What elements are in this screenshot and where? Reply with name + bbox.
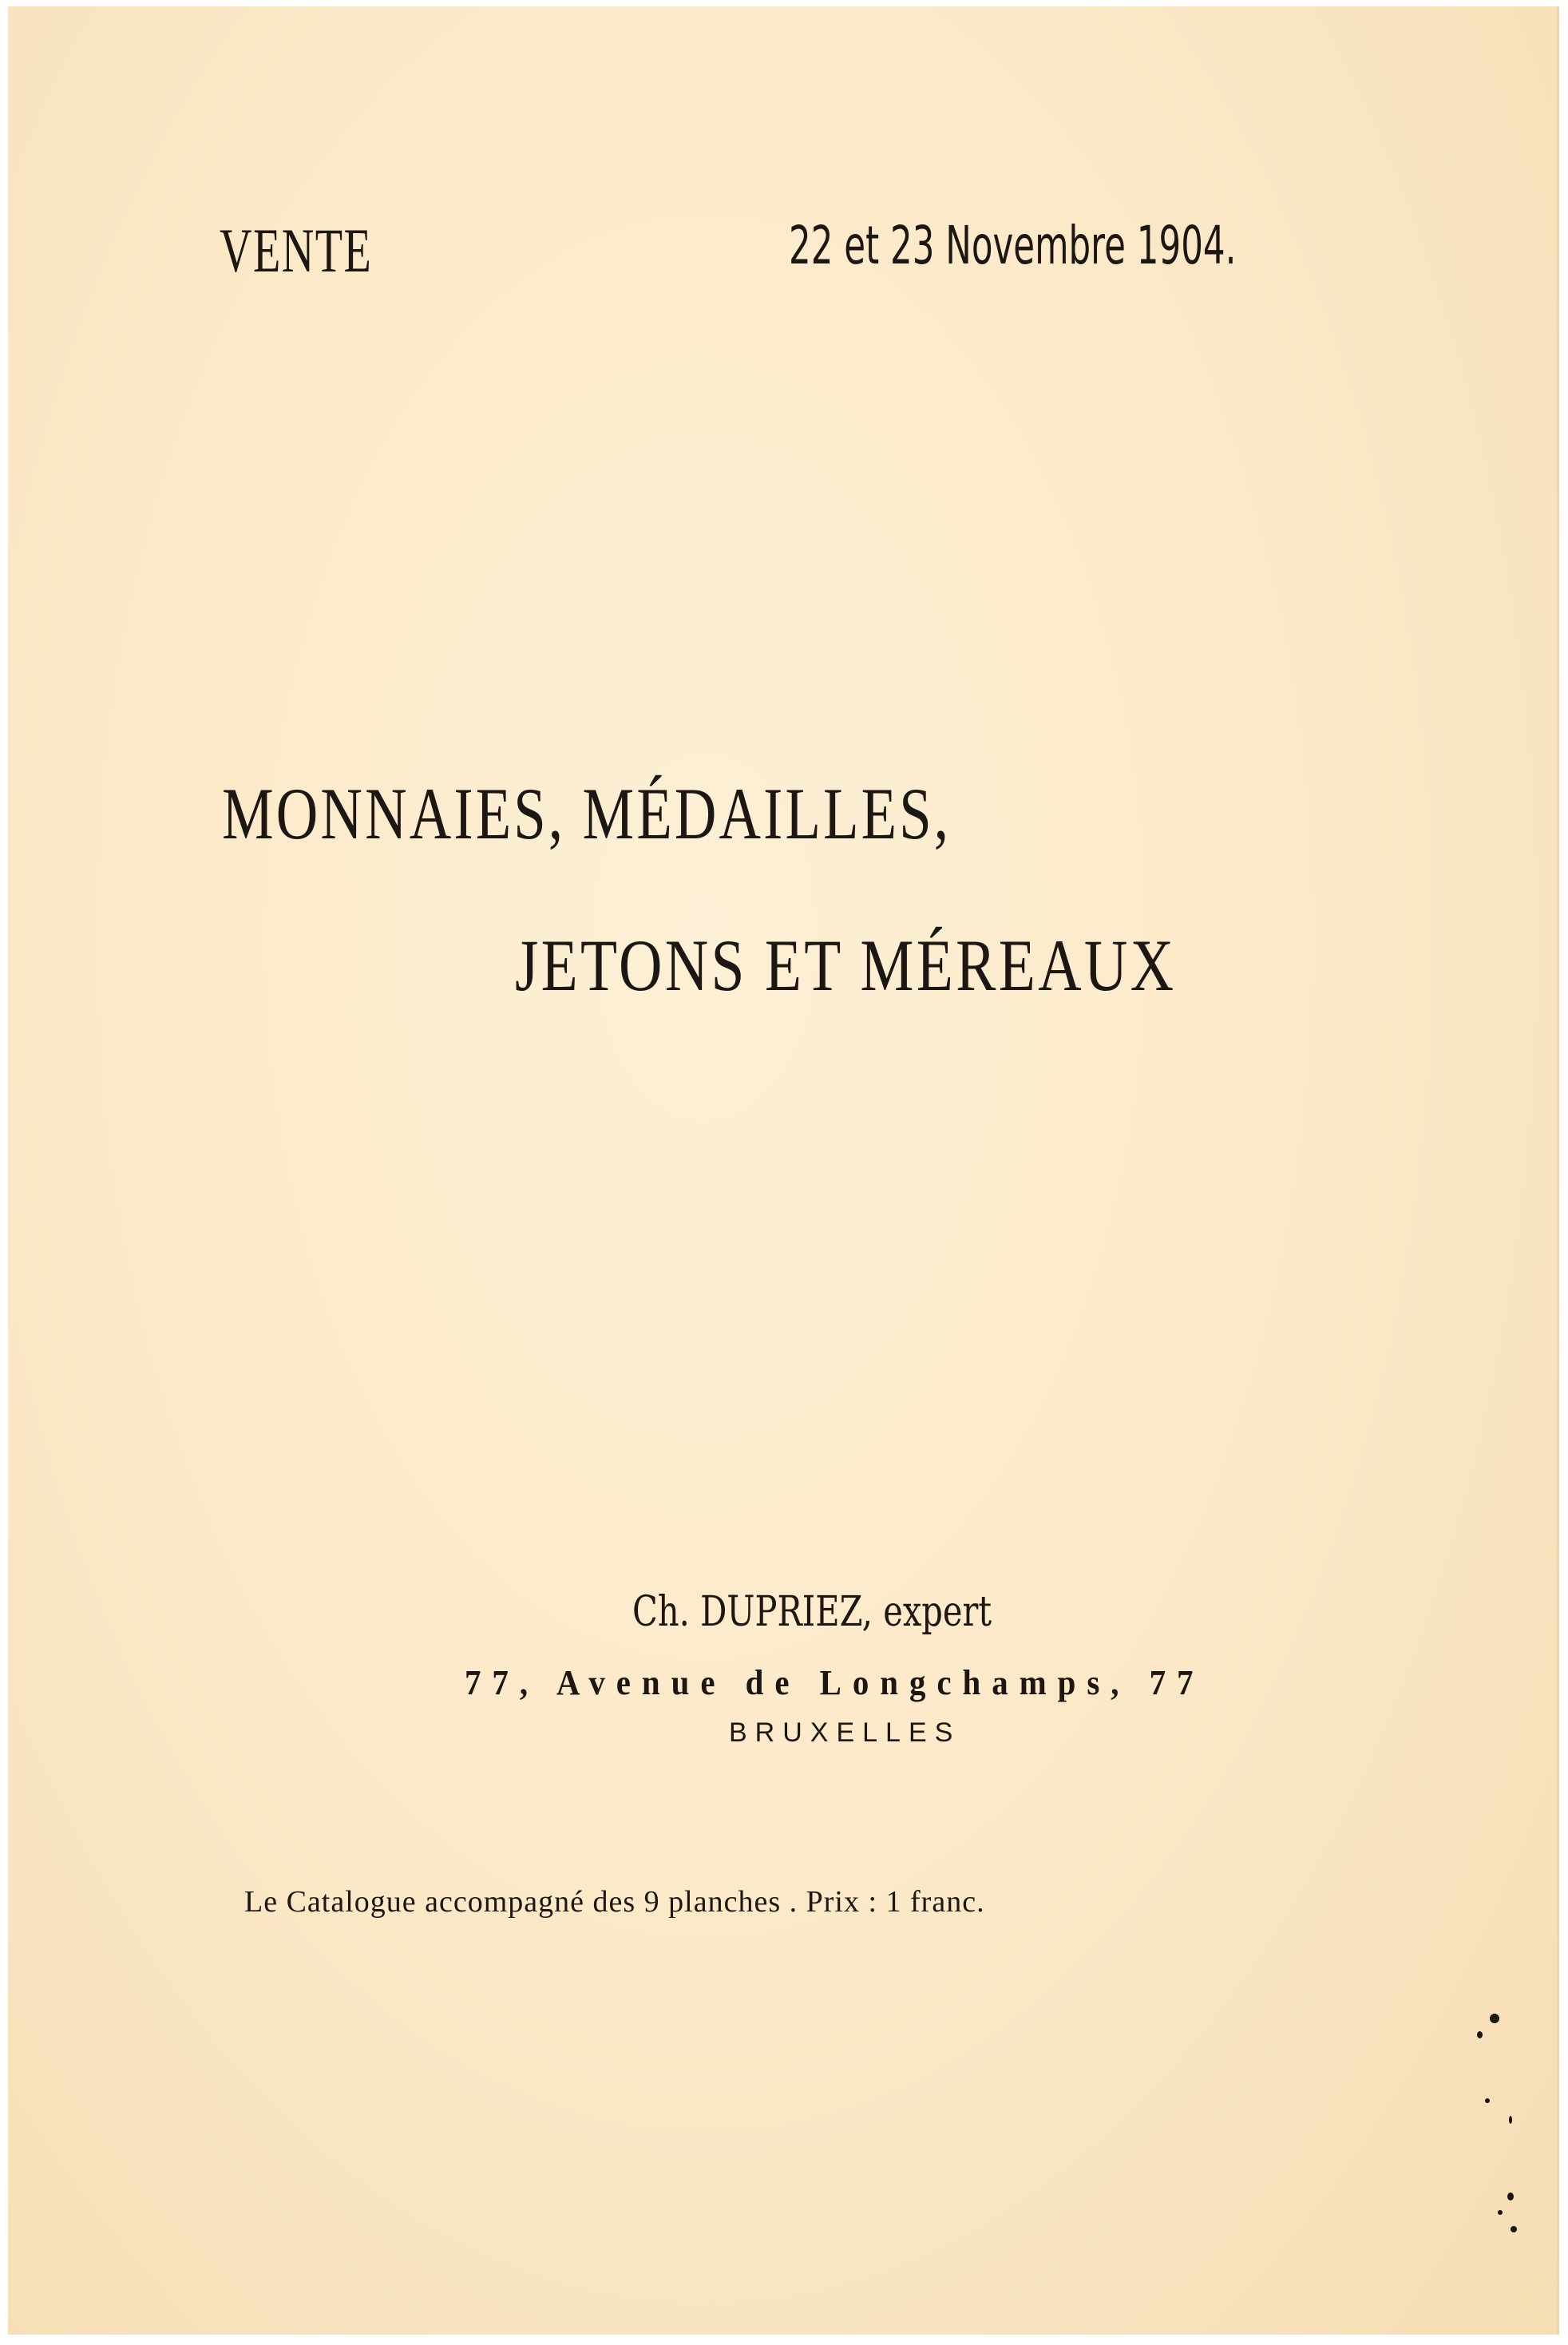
expert-address: 77, Avenue de Longchamps, 77 <box>465 1663 1205 1702</box>
catalogue-cover <box>8 6 1559 2335</box>
title-line-2: JETONS ET MÉREAUX <box>515 925 1177 1006</box>
catalogue-price-note: Le Catalogue accompagné des 9 planches . Prix : 1 franc. <box>244 1885 985 1919</box>
title-line-1: MONNAIES, MÉDAILLES, <box>222 773 952 854</box>
sale-heading: VENTE <box>220 216 373 285</box>
expert-city: BRUXELLES <box>729 1717 961 1748</box>
sale-date: 22 et 23 Novembre 1904. <box>789 215 1237 276</box>
expert-name: Ch. DUPRIEZ, expert <box>632 1588 992 1636</box>
ink-spots-decoration <box>1461 1994 1549 2314</box>
